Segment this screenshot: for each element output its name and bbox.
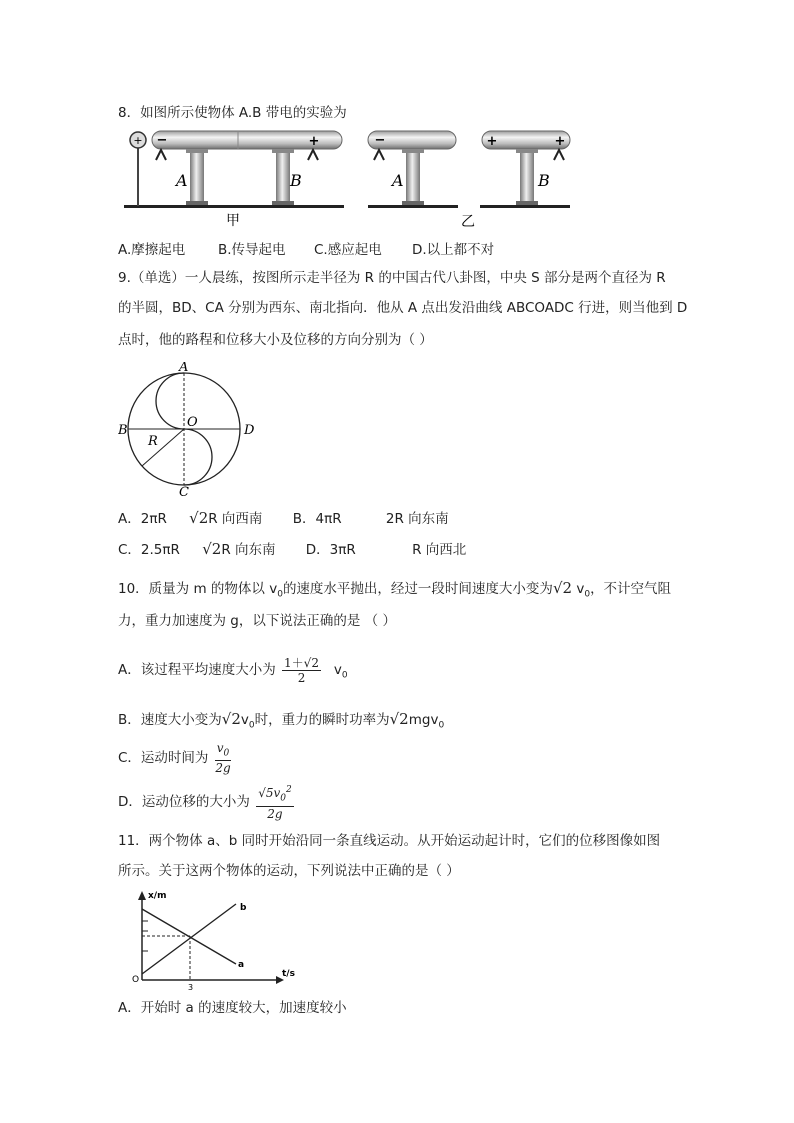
bagua-label-r: R [148,434,158,449]
q11-stem-line2: 所示。关于这两个物体的运动，下列说法中正确的是（ ） [118,863,460,879]
q10-option-d: D．运动位移的大小为 $\frac{√5v_0^2}{2g}$ [118,785,292,821]
q10-option-c-frac: $\frac{v_0}{2g}$ [215,740,231,776]
q11-xt-graph [118,888,308,992]
line-b [142,904,236,974]
q9-bagua-figure [118,362,268,496]
q8-ground-yi-right [480,205,570,208]
q8-option-b: B.传导起电 [218,242,286,258]
q8-label-a: A [176,171,188,190]
q9-option-c-post: R 向东南 [221,542,276,558]
q8-option-d: D.以上都不对 [412,242,495,258]
q8-option-a: A.摩擦起电 [118,242,186,258]
q9-option-d-post: R 向西北 [412,542,467,558]
q8-ground-jia [124,205,344,208]
q8-label-a-yi: A [392,171,404,190]
q8-label-b-yi: B [538,171,550,190]
bagua-label-c: C [179,485,189,496]
q10-stem-line2: 力，重力加速度为 g，以下说法正确的是 （ ） [118,613,396,629]
q10-option-b: B．速度大小变为$√2v_0$时，重力的瞬时功率为√2mgv$_0$ [118,710,445,731]
q8-figure [118,128,578,228]
q10-option-a-frac: $\frac{1+√2}{2}$ [284,655,319,685]
bagua-label-b: B [118,423,128,438]
bagua-label-d: D [244,423,255,438]
q11-option-a: A．开始时 a 的速度较大，加速度较小 [118,1000,347,1016]
q8-plus-yi-2: + [554,134,566,149]
graph-label-b: b [240,903,247,913]
q9-option-d: D．3πR [305,542,356,558]
q8-stem: 8．如图所示使物体 A.B 带电的实验为 [118,105,347,121]
svg-text:+: + [133,134,143,147]
q8-option-c: C.感应起电 [314,242,382,258]
q8-label-b: B [290,171,302,190]
q10-stem-line1: 10．质量为 m 的物体以 $v_0$的速度水平抛出，经过一段时间速度大小变为√2 $v_0$，不计空气阻 [118,579,672,600]
q8-minus-jia: − [156,133,168,148]
q9-option-c: C．2.5πR [118,542,180,558]
q10-option-a: A．该过程平均速度大小为 $\frac{1+√2}{2}$ $v_0$ [118,655,348,685]
q9-option-a-post: R 向西南 [208,511,263,527]
q8-ground-yi-left [368,205,458,208]
q10-option-d-frac: $\frac{√5v_0^2}{2g}$ [258,785,292,821]
graph-label-a: a [238,960,245,970]
bagua-label-a: A [179,362,189,375]
q8-plus-jia: + [308,134,320,149]
q9-option-b-post: 2R 向东南 [385,511,449,527]
q10-option-c: C．运动时间为 $\frac{v_0}{2g}$ [118,740,231,776]
q9-options-row2 [118,539,466,560]
bagua-label-o: O [187,415,198,430]
q8-caption-yi: 乙 [461,214,475,228]
q11-stem-line1: 11．两个物体 a、b 同时开始沿同一条直线运动。从开始运动起计时，它们的位移图像如图 [118,833,661,849]
q9-stem-line2: 的半圆，BD、CA 分别为西东、南北指向．他从 A 点出发沿曲线 ABCOADC 行进，则当他到 D [118,300,688,316]
q9-option-c-rad: √2 [202,540,222,558]
q9-stem-line3: 点时，他的路程和位移大小及位移的方向分别为（ ） [118,332,433,348]
graph-xlabel: t/s [282,969,295,979]
q9-option-a-rad: √2 [189,509,209,527]
q9-option-b: B．4πR [292,511,342,527]
graph-tick-3: 3 [188,983,194,992]
line-a [142,909,236,964]
graph-origin: O [132,975,140,985]
q9-option-a: A．2πR [118,511,167,527]
q9-stem-line1: 9.（单选）一人晨练，按图所示走半径为 R 的中国古代八卦图，中央 S 部分是两个直径为 R [118,270,666,286]
q8-minus-yi: − [374,133,386,148]
q8-plus-yi: + [486,134,498,149]
q9-options-row1 [118,508,449,529]
q8-caption-jia: 甲 [226,213,240,228]
graph-ylabel: x/m [148,891,167,901]
